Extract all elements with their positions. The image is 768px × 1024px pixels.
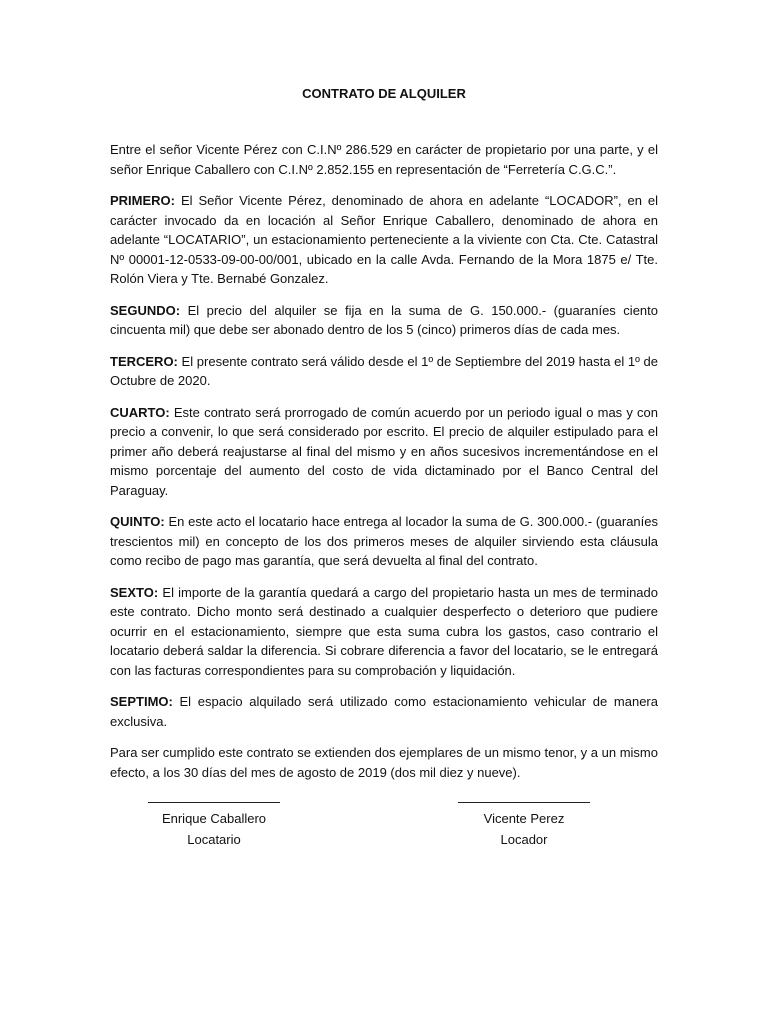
clause-quinto <box>110 512 658 571</box>
clause-text: El presente contrato será válido desde el 1º de Septiembre del 2019 hasta el 1º de Octubre de 2020. <box>110 353 658 388</box>
clause-lead: CUARTO: <box>110 404 170 420</box>
intro-paragraph: Entre el señor Vicente Pérez con C.I.Nº 286.529 en carácter de propietario por una parte, y el señor Enrique Caballero con C.I.Nº 2.852.155 en representación de “Ferretería C.G.C.”. <box>110 142 658 177</box>
clause-lead: SEGUNDO: <box>110 302 181 318</box>
clause-text: El espacio alquilado será utilizado como estacionamiento vehicular de manera exclusiva. <box>110 694 658 729</box>
clause-primero <box>110 191 658 289</box>
signature-line <box>148 802 280 803</box>
clause-cuarto <box>110 403 658 501</box>
document-body <box>110 140 658 794</box>
clause-text: El precio del alquiler se fija en la suma de G. 150.000.- (guaraníes ciento cincuenta mil) que debe ser abonado dentro de los 5 (cinco) primeros días de cada mes. <box>110 302 658 337</box>
signature-locador <box>424 802 624 850</box>
signature-locatario <box>114 802 314 850</box>
signature-line <box>458 802 590 803</box>
clause-text: El Señor Vicente Pérez, denominado de ahora en adelante “LOCADOR”, en el carácter invocado da en locación al Señor Enrique Caballero, denominado de ahora en adelante “LOCATARIO”, un estacionamiento perteneciente a la viviente con Cta. Cte. Catastral Nº 00001-12-0533-09-00-00/001, ubicado en la calle Avda. Fernando de la Mora 1875 e/ Tte. Rolón Viera y Tte. Bernabé Gonzalez. <box>110 193 658 286</box>
clause-segundo <box>110 301 658 340</box>
clause-sexto <box>110 583 658 681</box>
signer-role: Locatario <box>187 832 241 847</box>
signer-name: Vicente Perez <box>483 811 565 826</box>
clause-lead: SEXTO: <box>110 584 159 600</box>
clause-tercero <box>110 352 658 391</box>
clause-text: Este contrato será prorrogado de común acuerdo por un periodo igual o mas y con precio a convenir, lo que será considerado por escrito. El precio de alquiler estipulado para el primer año deberá reajustarse al final del mismo y en años sucesivos incrementándose en el mismo porcentaje del aumento del costo de vida dictaminado por el Banco Central del Paraguay. <box>110 404 658 498</box>
clause-lead: PRIMERO: <box>110 193 175 208</box>
signer-name: Enrique Caballero <box>161 811 267 826</box>
clause-text: El importe de la garantía quedará a cargo del propietario hasta un mes de terminado este contrato. Dicho monto será destinado a cualquier desperfecto o deterioro que pudiere ocurrir en el estacionamiento, siempre que esta suma cubra los gastos, caso contrario el locatario deberá saldar la diferencia. Si cobrare diferencia a favor del locatario, se le entregará con las facturas correspondientes para su comprobación y liquidación. <box>110 584 658 678</box>
clause-lead: QUINTO: <box>110 514 165 529</box>
clause-text: En este acto el locatario hace entrega al locador la suma de G. 300.000.- (guaraníes trescientos mil) en concepto de los dos primeros meses de alquiler sirviendo esta cláusula como recibo de pago mas garantía, que será devuelta al final del contrato. <box>110 514 658 568</box>
clause-septimo <box>110 692 658 731</box>
signer-role: Locador <box>500 832 548 847</box>
clause-lead: SEPTIMO: <box>110 694 173 709</box>
closing-paragraph: Para ser cumplido este contrato se extienden dos ejemplares de un mismo tenor, y a un mismo efecto, a los 30 días del mes de agosto de 2019 (dos mil diez y nueve). <box>110 745 658 780</box>
document-title: CONTRATO DE ALQUILER <box>302 86 466 101</box>
clause-lead: TERCERO: <box>110 353 178 369</box>
